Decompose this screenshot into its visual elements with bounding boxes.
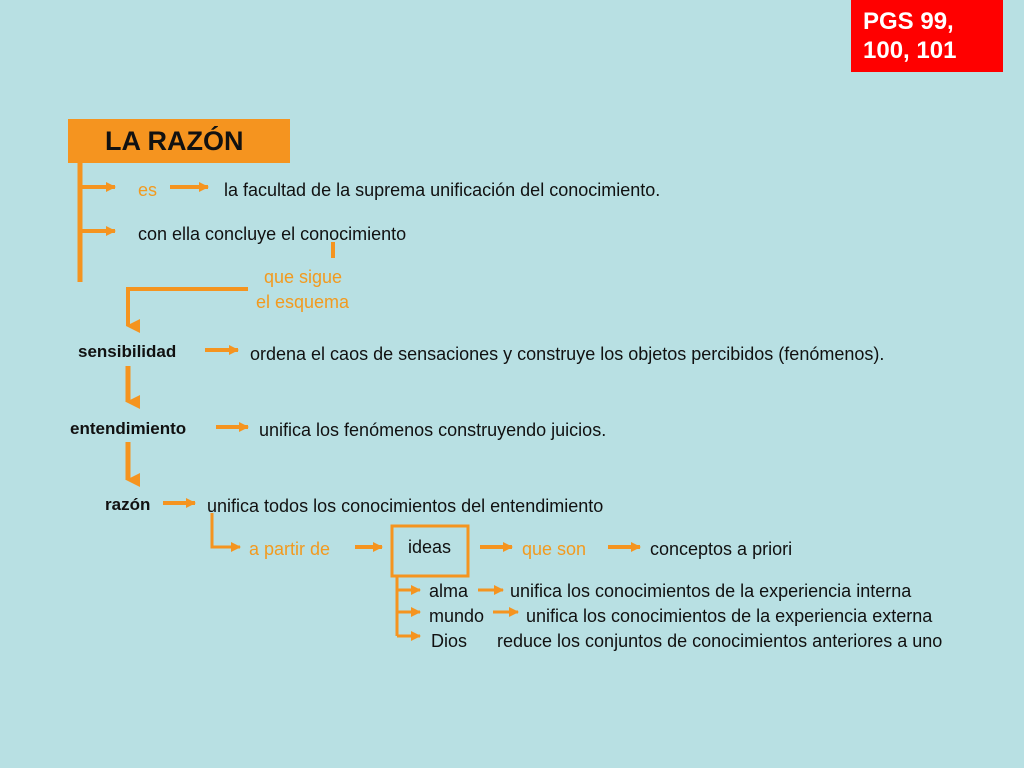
idea-dios-desc: reduce los conjuntos de conocimientos anteriores a uno xyxy=(497,631,943,651)
page-title: LA RAZÓN xyxy=(105,126,244,156)
idea-dios: Dios xyxy=(431,631,468,651)
page-reference-text: PGS 99, 100, 101 xyxy=(863,8,957,64)
idea-mundo-desc: unifica los conocimientos de la experiencia externa xyxy=(526,606,933,626)
arrow-to-sensibilidad xyxy=(128,289,248,326)
sensibilidad-label: sensibilidad xyxy=(78,342,177,361)
follows-line-1: que sigue xyxy=(264,267,343,287)
follows-line-2: el esquema xyxy=(256,292,350,312)
conceptos-text: conceptos a priori xyxy=(650,539,793,559)
entendimiento-label: entendimiento xyxy=(70,419,187,438)
entendimiento-desc: unifica los fenómenos construyendo juicios. xyxy=(259,420,607,440)
razon-label: razón xyxy=(105,495,151,514)
sensibilidad-desc: ordena el caos de sensaciones y construye los objetos percibidos (fenómenos). xyxy=(250,344,885,364)
ideas-label: ideas xyxy=(408,537,452,557)
a-partir-de-label: a partir de xyxy=(249,539,331,559)
que-son-label: que son xyxy=(522,539,587,559)
razon-desc: unifica todos los conocimientos del entendimiento xyxy=(207,496,604,516)
idea-alma: alma xyxy=(429,581,469,601)
es-label: es xyxy=(138,180,158,200)
conclusion-text: con ella concluye el conocimiento xyxy=(138,224,407,244)
idea-mundo: mundo xyxy=(429,606,485,626)
definition-text: la facultad de la suprema unificación del conocimiento. xyxy=(224,180,661,200)
arrow-a-partir-de xyxy=(212,513,240,547)
idea-alma-desc: unifica los conocimientos de la experiencia interna xyxy=(510,581,912,601)
